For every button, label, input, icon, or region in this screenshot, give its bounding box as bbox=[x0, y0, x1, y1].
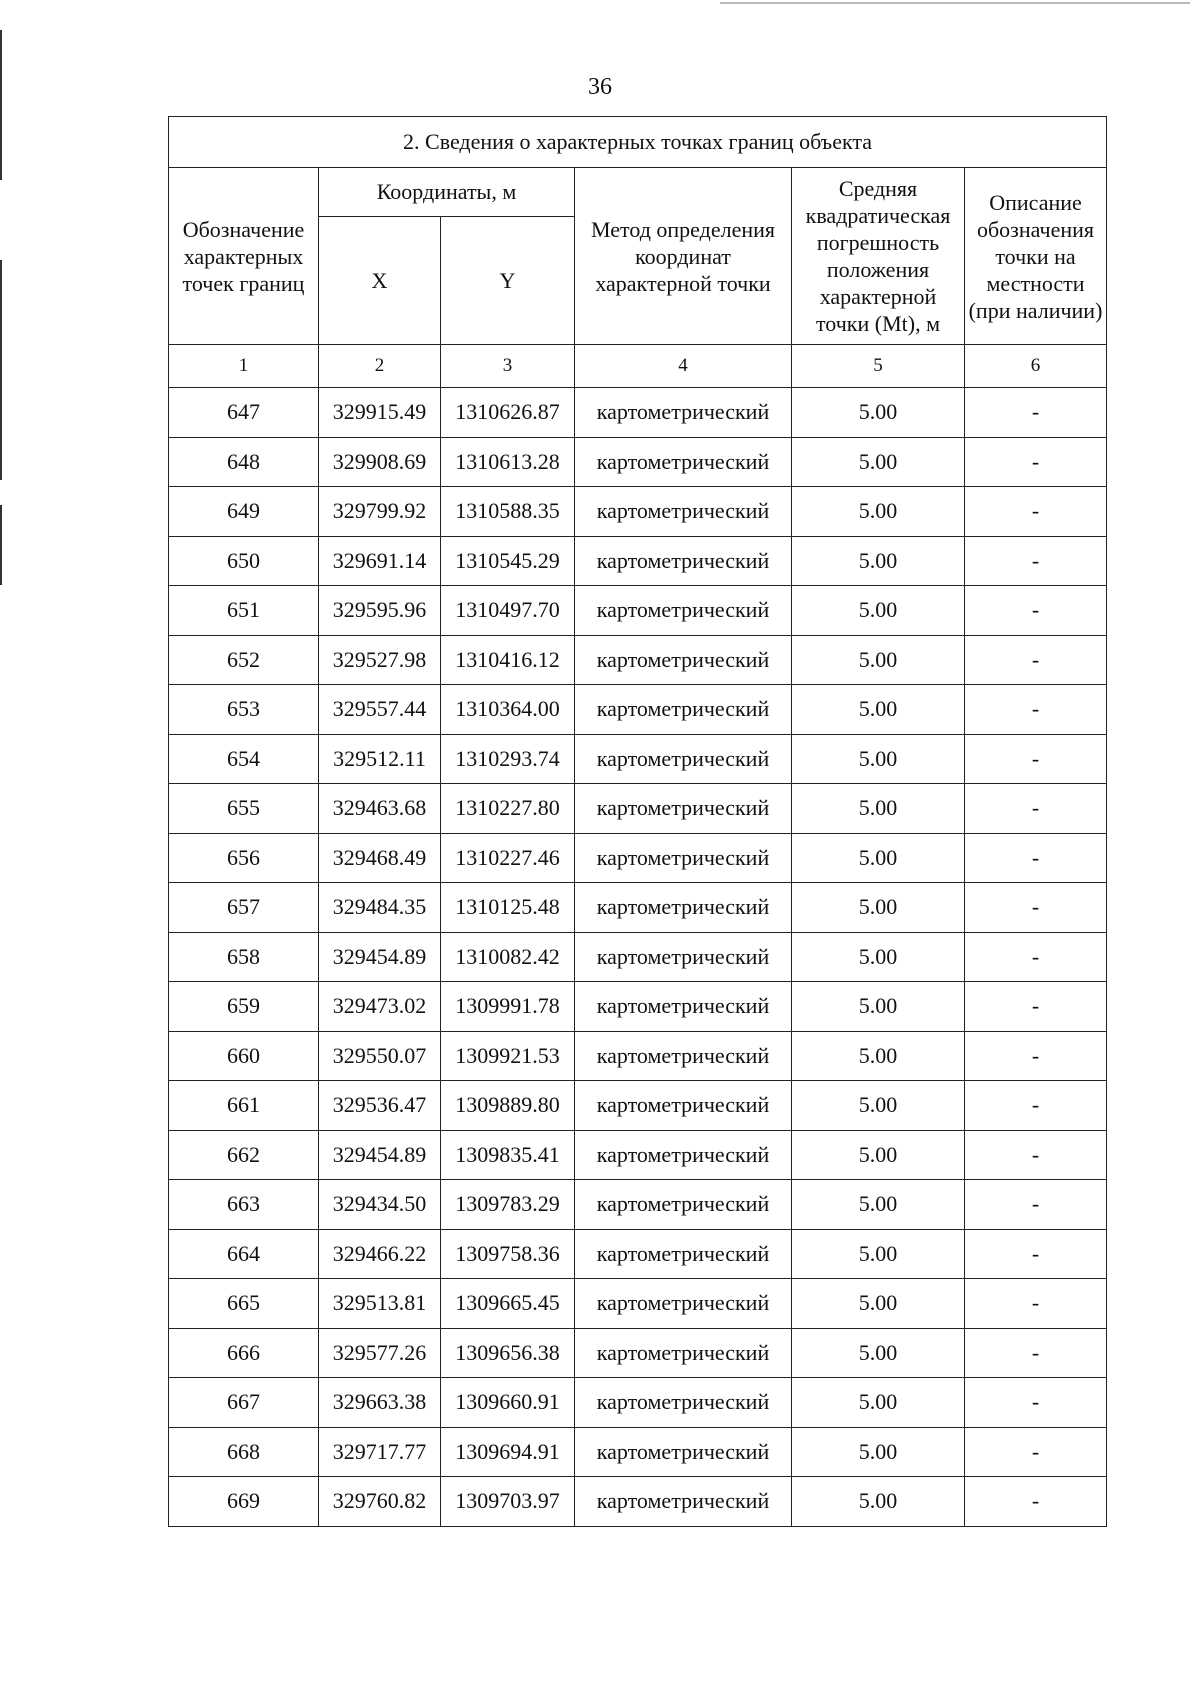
table-row bbox=[169, 1031, 1107, 1081]
coord-x: 329513.81 bbox=[319, 1279, 441, 1329]
point-designation: 668 bbox=[169, 1427, 319, 1477]
description: - bbox=[965, 1180, 1107, 1230]
coord-y: 1310416.12 bbox=[441, 635, 575, 685]
error-value: 5.00 bbox=[792, 1378, 965, 1428]
scan-edge-mark bbox=[0, 505, 2, 585]
error-value: 5.00 bbox=[792, 1328, 965, 1378]
table-row bbox=[169, 982, 1107, 1032]
error-value: 5.00 bbox=[792, 734, 965, 784]
description: - bbox=[965, 1130, 1107, 1180]
coord-y: 1310293.74 bbox=[441, 734, 575, 784]
column-number: 1 bbox=[169, 345, 319, 388]
error-value: 5.00 bbox=[792, 833, 965, 883]
coord-x: 329550.07 bbox=[319, 1031, 441, 1081]
points-body bbox=[169, 388, 1107, 1527]
error-value: 5.00 bbox=[792, 1477, 965, 1527]
method: картометрический bbox=[575, 1229, 792, 1279]
coord-x: 329454.89 bbox=[319, 932, 441, 982]
error-value: 5.00 bbox=[792, 1130, 965, 1180]
header-x: X bbox=[319, 217, 441, 345]
point-designation: 656 bbox=[169, 833, 319, 883]
coord-x: 329799.92 bbox=[319, 487, 441, 537]
coord-y: 1310613.28 bbox=[441, 437, 575, 487]
description: - bbox=[965, 883, 1107, 933]
description: - bbox=[965, 536, 1107, 586]
coord-y: 1310227.80 bbox=[441, 784, 575, 834]
point-designation: 662 bbox=[169, 1130, 319, 1180]
table-row bbox=[169, 1378, 1107, 1428]
coord-y: 1309703.97 bbox=[441, 1477, 575, 1527]
coord-y: 1309660.91 bbox=[441, 1378, 575, 1428]
section-title: 2. Сведения о характерных точках границ объекта bbox=[169, 117, 1107, 168]
description: - bbox=[965, 1279, 1107, 1329]
method: картометрический bbox=[575, 586, 792, 636]
description: - bbox=[965, 685, 1107, 735]
point-designation: 651 bbox=[169, 586, 319, 636]
coord-x: 329760.82 bbox=[319, 1477, 441, 1527]
description: - bbox=[965, 1427, 1107, 1477]
coord-y: 1309758.36 bbox=[441, 1229, 575, 1279]
coord-y: 1309991.78 bbox=[441, 982, 575, 1032]
coord-x: 329536.47 bbox=[319, 1081, 441, 1131]
coord-y: 1309656.38 bbox=[441, 1328, 575, 1378]
scan-edge-line bbox=[720, 2, 1190, 4]
error-value: 5.00 bbox=[792, 1279, 965, 1329]
point-designation: 647 bbox=[169, 388, 319, 438]
method: картометрический bbox=[575, 1477, 792, 1527]
description: - bbox=[965, 1229, 1107, 1279]
method: картометрический bbox=[575, 982, 792, 1032]
table-row bbox=[169, 1229, 1107, 1279]
description: - bbox=[965, 1031, 1107, 1081]
table-row bbox=[169, 487, 1107, 537]
method: картометрический bbox=[575, 1180, 792, 1230]
method: картометрический bbox=[575, 784, 792, 834]
table-row bbox=[169, 437, 1107, 487]
description: - bbox=[965, 1081, 1107, 1131]
error-value: 5.00 bbox=[792, 784, 965, 834]
method: картометрический bbox=[575, 536, 792, 586]
point-designation: 661 bbox=[169, 1081, 319, 1131]
error-value: 5.00 bbox=[792, 883, 965, 933]
point-designation: 655 bbox=[169, 784, 319, 834]
method: картометрический bbox=[575, 1328, 792, 1378]
coord-y: 1310125.48 bbox=[441, 883, 575, 933]
coord-x: 329577.26 bbox=[319, 1328, 441, 1378]
coord-x: 329512.11 bbox=[319, 734, 441, 784]
point-designation: 665 bbox=[169, 1279, 319, 1329]
point-designation: 663 bbox=[169, 1180, 319, 1230]
description: - bbox=[965, 932, 1107, 982]
coord-y: 1309921.53 bbox=[441, 1031, 575, 1081]
point-designation: 667 bbox=[169, 1378, 319, 1428]
point-designation: 654 bbox=[169, 734, 319, 784]
coord-y: 1310545.29 bbox=[441, 536, 575, 586]
error-value: 5.00 bbox=[792, 685, 965, 735]
coord-x: 329908.69 bbox=[319, 437, 441, 487]
method: картометрический bbox=[575, 388, 792, 438]
description: - bbox=[965, 437, 1107, 487]
coord-y: 1310588.35 bbox=[441, 487, 575, 537]
coord-x: 329463.68 bbox=[319, 784, 441, 834]
table-row bbox=[169, 734, 1107, 784]
coord-x: 329434.50 bbox=[319, 1180, 441, 1230]
point-designation: 664 bbox=[169, 1229, 319, 1279]
coord-x: 329473.02 bbox=[319, 982, 441, 1032]
coord-y: 1309835.41 bbox=[441, 1130, 575, 1180]
coord-x: 329484.35 bbox=[319, 883, 441, 933]
column-number: 3 bbox=[441, 345, 575, 388]
method: картометрический bbox=[575, 1031, 792, 1081]
coord-x: 329595.96 bbox=[319, 586, 441, 636]
page-number: 36 bbox=[588, 74, 612, 100]
error-value: 5.00 bbox=[792, 388, 965, 438]
error-value: 5.00 bbox=[792, 1031, 965, 1081]
column-number-row bbox=[169, 345, 1107, 388]
table-row bbox=[169, 1130, 1107, 1180]
method: картометрический bbox=[575, 1378, 792, 1428]
method: картометрический bbox=[575, 685, 792, 735]
table-row bbox=[169, 1328, 1107, 1378]
coord-y: 1309665.45 bbox=[441, 1279, 575, 1329]
table-row bbox=[169, 1180, 1107, 1230]
boundary-points-table bbox=[168, 116, 1107, 1527]
header-y: Y bbox=[441, 217, 575, 345]
method: картометрический bbox=[575, 437, 792, 487]
description: - bbox=[965, 1378, 1107, 1428]
error-value: 5.00 bbox=[792, 487, 965, 537]
coord-x: 329663.38 bbox=[319, 1378, 441, 1428]
error-value: 5.00 bbox=[792, 1427, 965, 1477]
coord-y: 1309694.91 bbox=[441, 1427, 575, 1477]
header-designation: Обозначение характерных точек границ bbox=[169, 168, 319, 345]
error-value: 5.00 bbox=[792, 1081, 965, 1131]
coord-y: 1309783.29 bbox=[441, 1180, 575, 1230]
coord-x: 329915.49 bbox=[319, 388, 441, 438]
coord-y: 1310626.87 bbox=[441, 388, 575, 438]
coord-x: 329691.14 bbox=[319, 536, 441, 586]
table-row bbox=[169, 586, 1107, 636]
method: картометрический bbox=[575, 833, 792, 883]
table-row bbox=[169, 536, 1107, 586]
table-row bbox=[169, 883, 1107, 933]
description: - bbox=[965, 1477, 1107, 1527]
table-row bbox=[169, 635, 1107, 685]
table-row bbox=[169, 1477, 1107, 1527]
header-description: Описание обозначения точки на местности (при наличии) bbox=[965, 168, 1107, 345]
coord-y: 1310227.46 bbox=[441, 833, 575, 883]
coord-x: 329557.44 bbox=[319, 685, 441, 735]
point-designation: 648 bbox=[169, 437, 319, 487]
point-designation: 652 bbox=[169, 635, 319, 685]
point-designation: 657 bbox=[169, 883, 319, 933]
error-value: 5.00 bbox=[792, 932, 965, 982]
scan-edge-mark bbox=[0, 260, 2, 480]
coord-x: 329717.77 bbox=[319, 1427, 441, 1477]
description: - bbox=[965, 784, 1107, 834]
header-coordinates: Координаты, м bbox=[319, 168, 575, 217]
point-designation: 650 bbox=[169, 536, 319, 586]
method: картометрический bbox=[575, 883, 792, 933]
point-designation: 659 bbox=[169, 982, 319, 1032]
point-designation: 666 bbox=[169, 1328, 319, 1378]
method: картометрический bbox=[575, 1427, 792, 1477]
table-row bbox=[169, 685, 1107, 735]
coord-y: 1310082.42 bbox=[441, 932, 575, 982]
description: - bbox=[965, 982, 1107, 1032]
method: картометрический bbox=[575, 734, 792, 784]
table-row bbox=[169, 388, 1107, 438]
scan-edge-mark bbox=[0, 30, 2, 180]
header-method: Метод определения координат характерной точки bbox=[575, 168, 792, 345]
coord-x: 329454.89 bbox=[319, 1130, 441, 1180]
description: - bbox=[965, 635, 1107, 685]
table-row bbox=[169, 1427, 1107, 1477]
error-value: 5.00 bbox=[792, 536, 965, 586]
point-designation: 649 bbox=[169, 487, 319, 537]
method: картометрический bbox=[575, 1279, 792, 1329]
method: картометрический bbox=[575, 932, 792, 982]
point-designation: 660 bbox=[169, 1031, 319, 1081]
column-number: 5 bbox=[792, 345, 965, 388]
point-designation: 658 bbox=[169, 932, 319, 982]
error-value: 5.00 bbox=[792, 437, 965, 487]
table-row bbox=[169, 1081, 1107, 1131]
coord-x: 329527.98 bbox=[319, 635, 441, 685]
point-designation: 653 bbox=[169, 685, 319, 735]
error-value: 5.00 bbox=[792, 1229, 965, 1279]
method: картометрический bbox=[575, 635, 792, 685]
table-row bbox=[169, 932, 1107, 982]
error-value: 5.00 bbox=[792, 635, 965, 685]
description: - bbox=[965, 586, 1107, 636]
method: картометрический bbox=[575, 1081, 792, 1131]
column-number: 6 bbox=[965, 345, 1107, 388]
coord-x: 329468.49 bbox=[319, 833, 441, 883]
coord-y: 1310364.00 bbox=[441, 685, 575, 735]
coord-x: 329466.22 bbox=[319, 1229, 441, 1279]
column-number: 4 bbox=[575, 345, 792, 388]
column-number: 2 bbox=[319, 345, 441, 388]
header-error: Средняя квадратическая погрешность положения характерной точки (Mt), м bbox=[792, 168, 965, 345]
coord-y: 1309889.80 bbox=[441, 1081, 575, 1131]
description: - bbox=[965, 734, 1107, 784]
error-value: 5.00 bbox=[792, 982, 965, 1032]
table-row bbox=[169, 833, 1107, 883]
coord-y: 1310497.70 bbox=[441, 586, 575, 636]
point-designation: 669 bbox=[169, 1477, 319, 1527]
method: картометрический bbox=[575, 1130, 792, 1180]
error-value: 5.00 bbox=[792, 1180, 965, 1230]
table-row bbox=[169, 784, 1107, 834]
table-row bbox=[169, 1279, 1107, 1329]
error-value: 5.00 bbox=[792, 586, 965, 636]
method: картометрический bbox=[575, 487, 792, 537]
description: - bbox=[965, 833, 1107, 883]
description: - bbox=[965, 487, 1107, 537]
description: - bbox=[965, 388, 1107, 438]
description: - bbox=[965, 1328, 1107, 1378]
